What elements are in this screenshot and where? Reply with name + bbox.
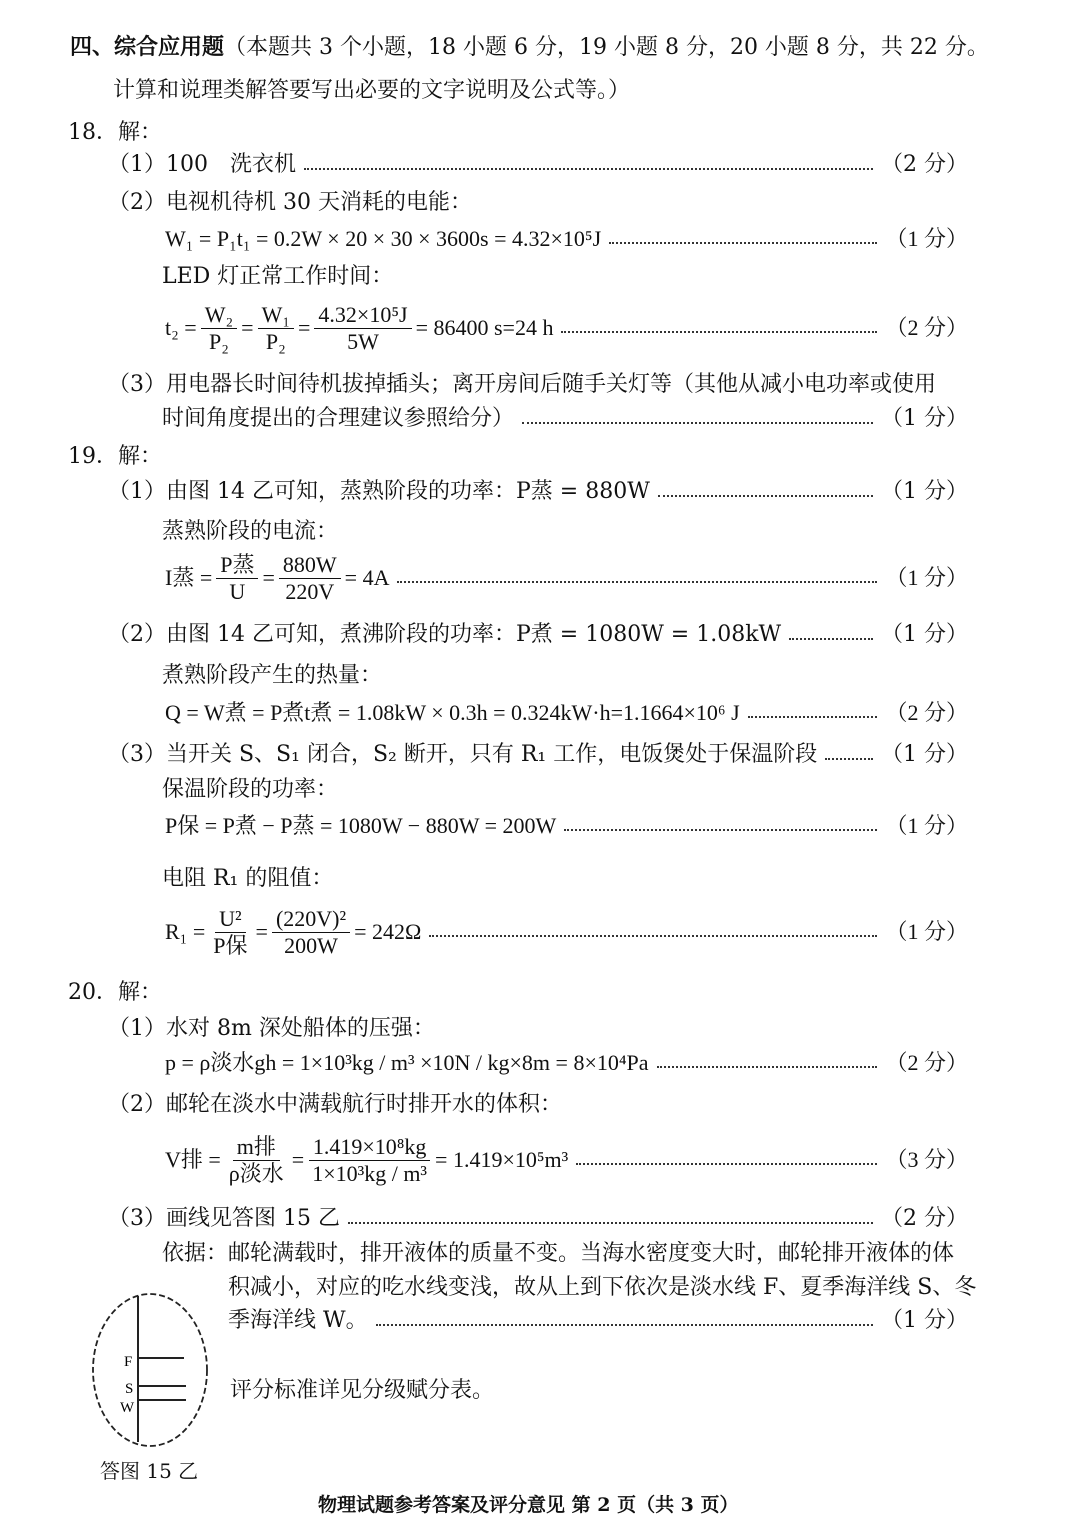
q20-formula2: V排 = $\frac{\text{m排}}{\text{ρ淡水}}$ = $\frac{\text{1.419×10⁸kg}}{\text{1×10³kg / m³}}$ = 1.419×10⁵m³ （3 分） [165,1130,968,1190]
numerator: 1.419×10⁸kg [309,1134,431,1161]
fraction [258,302,294,355]
score: （1 分） [885,813,968,838]
numerator: U² [215,906,245,933]
denominator: 5W [347,328,379,354]
score: （1 分） [881,622,968,647]
numerator: W₁ [258,302,294,329]
q19-formula3 [165,811,968,841]
score: （2 分） [881,1206,968,1231]
section-heading-line2: 计算和说理类解答要写出必要的文字说明及公式等。） [113,78,631,103]
q18-part3-line1: （3）用电器长时间待机拔掉插头；离开房间后随手关灯等（其他从减小电功率或使用 [108,372,936,397]
label-s: S [125,1381,134,1397]
score: （1 分） [881,742,968,767]
denominator: 1×10³kg / m³ [312,1160,428,1186]
label-f: F [124,1354,133,1370]
score: （1 分） [881,406,968,431]
leader-dots [348,1222,873,1224]
q19-heat-label: 煮熟阶段产生的热量： [162,663,383,688]
leader-dots [658,495,873,497]
q20-formula1 [165,1048,968,1078]
fraction [225,1134,288,1187]
q19-part3 [108,740,968,770]
q19-label: 19．解： [68,444,162,469]
formula-rhs: = 1.419×10⁵m³ [435,1147,569,1172]
leader-dots [429,935,877,937]
numerator: m排 [233,1134,280,1161]
grading-note: 评分标准详见分级赋分表。 [230,1378,495,1403]
score: （2 分） [885,315,968,340]
denominator: 220V [285,578,335,604]
leader-dots [397,581,877,583]
formula-rhs: = 86400 s=24 h [415,315,554,340]
numerator: P蒸 [216,552,258,579]
q19-warm-label: 保温阶段的功率： [162,777,339,802]
ship-hull-outline [93,1294,207,1446]
formula-rhs: = 242Ω [354,919,422,944]
leader-dots [657,1066,878,1068]
q20-basis-line2: 积减小，对应的吃水线变浅，故从上到下依次是淡水线 F、夏季海洋线 S、冬 [228,1275,977,1300]
q18-label: 18．解： [68,120,162,145]
numerator: W₂ [201,302,237,329]
denominator: P₂ [208,328,229,354]
q19-part2-text: （2）由图 14 乙可知，煮沸阶段的功率：P煮 = 1080W = 1.08kW [108,622,782,647]
score: （2 分） [881,152,968,177]
q20-basis-line1: 依据：邮轮满载时，排开液体的质量不变。当海水密度变大时，邮轮排开液体的体 [162,1241,955,1266]
waterline-diagram [80,1290,220,1450]
leader-dots [748,716,878,718]
formula-lhs: t₂ = [165,315,197,340]
q19-formula4: R₁ = $\frac{\text{U²}}{\text{P保}}$ = $\frac{\text{(220V)²}}{200W}$ = 242Ω （1 分） [165,902,968,962]
q18-formula1 [165,224,968,254]
score: （2 分） [885,700,968,725]
fraction [314,302,411,355]
q18-part3-text: 时间角度提出的合理建议参照给分） [162,406,515,431]
q18-part1 [108,150,968,180]
q20-part3 [108,1204,968,1234]
q20-basis-text: 季海洋线 W。 [228,1308,368,1333]
score: （1 分） [885,226,968,251]
leader-dots [609,242,877,244]
leader-dots [561,331,877,333]
figure-caption: 答图 15 乙 [100,1459,199,1483]
label-w: W [120,1400,135,1416]
section-desc: （本题共 3 个小题，18 小题 6 分，19 小题 8 分，20 小题 8 分，共 22 分。 [224,35,989,60]
q20-basis-line3 [228,1306,968,1336]
q19-current-label: 蒸熟阶段的电流： [162,519,339,544]
q19-resistance-label: 电阻 R₁ 的阻值： [162,866,334,891]
score: （1 分） [881,1308,968,1333]
score: （2 分） [885,1050,968,1075]
formula-text: P保 = P煮 − P蒸 = 1080W − 880W = 200W [165,813,557,838]
q20-part2: （2）邮轮在淡水中满载航行时排开水的体积： [108,1092,562,1117]
q19-part1-text: （1）由图 14 乙可知，蒸熟阶段的功率：P蒸 = 880W [108,479,650,504]
fraction [209,906,251,959]
q19-formula2 [165,698,968,728]
score: （1 分） [881,479,968,504]
formula-text: p = ρ淡水gh = 1×10³kg / m³ ×10N / kg×8m = 8×10⁴Pa [165,1050,649,1075]
q18-part3-line2 [162,404,968,434]
formula-lhs: R₁ = [165,919,206,944]
q20-part1: （1）水对 8m 深处船体的压强： [108,1016,435,1041]
q18-formula2: t₂ = $\frac{\text{W₂}}{\text{P₂}}$ = $\frac{\text{W₁}}{\text{P₂}}$ = $\frac{\text{4.32×10⁵J}}{5W}$ = 86400 s=24 h （2 分） [165,298,968,358]
q18-led-label: LED 灯正常工作时间： [162,264,394,289]
formula-text: W₁ = P₁t₁ = 0.2W × 20 × 30 × 3600s = 4.32×10⁵J [165,226,602,251]
leader-dots [304,168,873,170]
q19-part2 [108,620,968,650]
numerator: 4.32×10⁵J [314,302,411,329]
fraction [216,552,258,605]
numerator: (220V)² [272,906,350,933]
leader-dots [564,829,877,831]
formula-text: Q = W煮 = P煮t煮 = 1.08kW × 0.3h = 0.324kW·h=1.1664×10⁶ J [165,700,740,725]
section-title: 四、综合应用题 [70,34,225,60]
leader-dots [789,638,873,640]
fraction [201,302,237,355]
score: （1 分） [885,565,968,590]
q18-part2: （2）电视机待机 30 天消耗的电能： [108,190,472,215]
q20-part3-text: （3）画线见答图 15 乙 [108,1206,340,1231]
fraction [308,1134,431,1187]
numerator: 880W [279,552,341,579]
leader-dots [522,422,873,424]
leader-dots [376,1324,873,1326]
denominator: ρ淡水 [228,1160,284,1186]
q19-part1 [108,477,968,507]
denominator: U [229,578,246,604]
section-heading [70,32,989,62]
score: （1 分） [885,919,968,944]
q20-label: 20．解： [68,980,162,1005]
score: （3 分） [885,1147,968,1172]
formula-rhs: = 4A [344,565,390,590]
page-footer: 物理试题参考答案及评分意见 第 2 页（共 3 页） [318,1494,739,1516]
leader-dots [825,758,873,760]
formula-lhs: V排 = [165,1147,221,1172]
leader-dots [576,1163,877,1165]
q18-part1-text: （1）100 洗衣机 [108,152,296,177]
formula-lhs: I蒸 = [165,565,213,590]
denominator: P₂ [265,328,286,354]
fraction [279,552,341,605]
q19-part3-text: （3）当开关 S、S₁ 闭合，S₂ 断开，只有 R₁ 工作，电饭煲处于保温阶段 [108,742,818,767]
denominator: P保 [213,932,248,958]
fraction [272,906,350,959]
denominator: 200W [284,932,338,958]
q19-formula1: I蒸 = $\frac{\text{P蒸}}{U}$ = $\frac{880W}{220V}$ = 4A （1 分） [165,548,968,608]
